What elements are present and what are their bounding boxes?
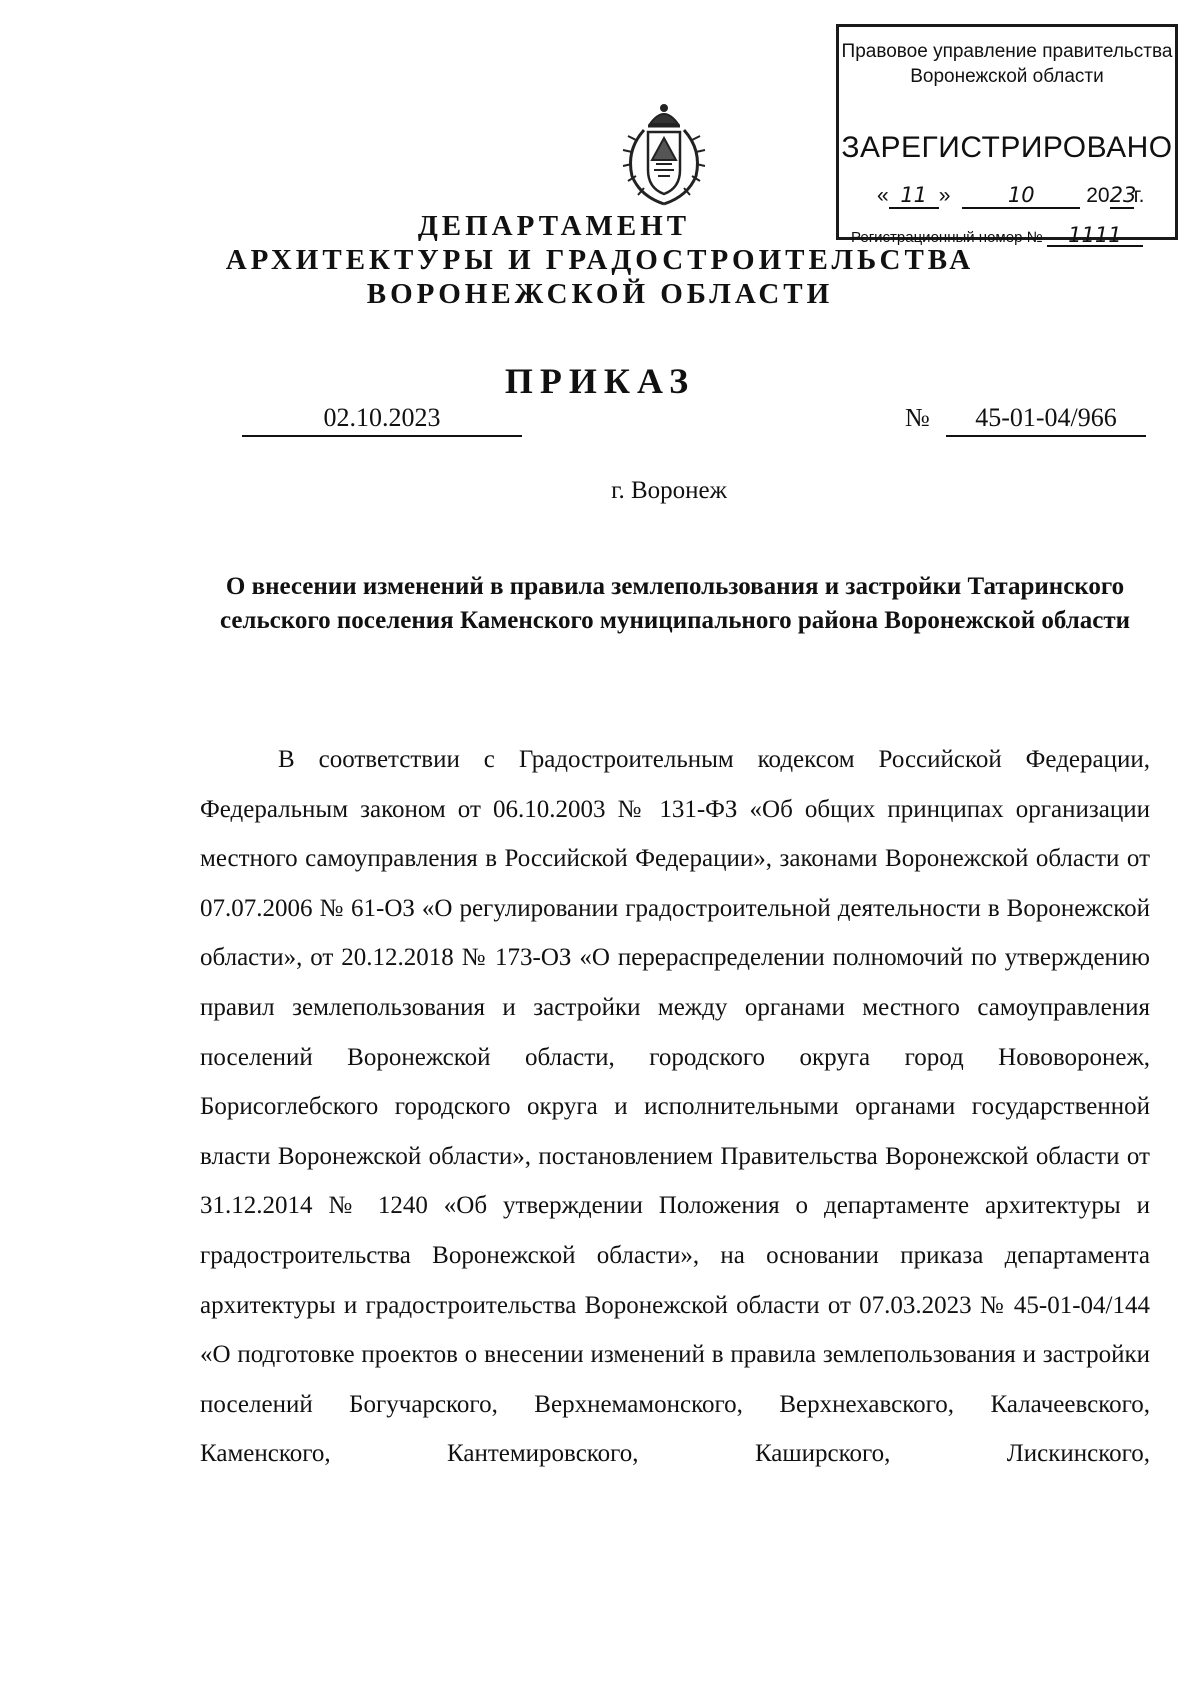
order-city: г. Воронеж bbox=[611, 477, 727, 504]
stamp-date-close-quote: » bbox=[938, 184, 951, 207]
stamp-date bbox=[877, 183, 1145, 209]
stamp-date-year: 23 bbox=[1109, 183, 1137, 207]
stamp-date-year-prefix: 20 bbox=[1086, 184, 1110, 207]
stamp-date-year-suffix: г. bbox=[1133, 184, 1145, 207]
registration-stamp bbox=[836, 24, 1178, 247]
stamp-status: ЗАРЕГИСТРИРОВАНО bbox=[841, 131, 1173, 164]
dept-line-3: ВОРОНЕЖСКОЙ ОБЛАСТИ bbox=[366, 278, 834, 310]
stamp-date-month: 10 bbox=[962, 183, 1080, 209]
order-number: 45-01-04/966 bbox=[946, 403, 1146, 437]
dept-line-1: ДЕПАРТАМЕНТ bbox=[417, 210, 691, 242]
order-body-paragraph: В соответствии с Градостроительным кодексом Российской Федерации, Федеральным законом от 06.10.2003 № 131-ФЗ «Об общих принципах организации местного самоуправления в Российской Федерации», законами Воронежской области от 07.07.2006 № 61-ОЗ «О регулировании градостроительной деятельности в Воронежской области», от 20.12.2018 № 173-ОЗ «О перераспределении полномочий по утверждению правил землепользования и застройки между органами местного самоуправления поселений Воронежской области, городского округа город Нововоронеж, Борисоглебского городского округа и исполнительными органами государственной власти Воронежской области», постановлением Правительства Воронежской области от 31.12.2014 № 1240 «Об утверждении Положения о департаменте архитектуры и градостроительства Воронежской области», на основании приказа департамента архитектуры и градостроительства Воронежской области от 07.03.2023 № 45-01-04/144 «О подготовке проектов о внесении изменений в правила землепользования и застройки поселений Богучарского, Верхнемамонского, Верхнехавского, Калачеевского, Каменского, Кантемировского, Каширского, Лискинского, bbox=[200, 746, 1150, 1468]
order-date: 02.10.2023 bbox=[242, 403, 522, 437]
order-title: ПРИКАЗ bbox=[504, 361, 696, 401]
stamp-reg-number-label: Регистрационный номер № bbox=[851, 229, 1043, 246]
voronezh-coat-of-arms-icon bbox=[614, 100, 714, 210]
stamp-date-open-quote: « bbox=[877, 184, 889, 207]
stamp-reg-number: 1111 bbox=[1047, 225, 1143, 247]
stamp-date-day: 11 bbox=[889, 183, 939, 209]
dept-line-2: АРХИТЕКТУРЫ И ГРАДОСТРОИТЕЛЬСТВА bbox=[225, 244, 975, 276]
order-subject: О внесении изменений в правила землепользования и застройки Татаринского сельского поселения Каменского муниципального района Воронежской области bbox=[219, 573, 1131, 634]
order-number-sign: № bbox=[905, 403, 930, 432]
stamp-organization: Правовое управление правительства Воронежской области bbox=[841, 41, 1173, 87]
